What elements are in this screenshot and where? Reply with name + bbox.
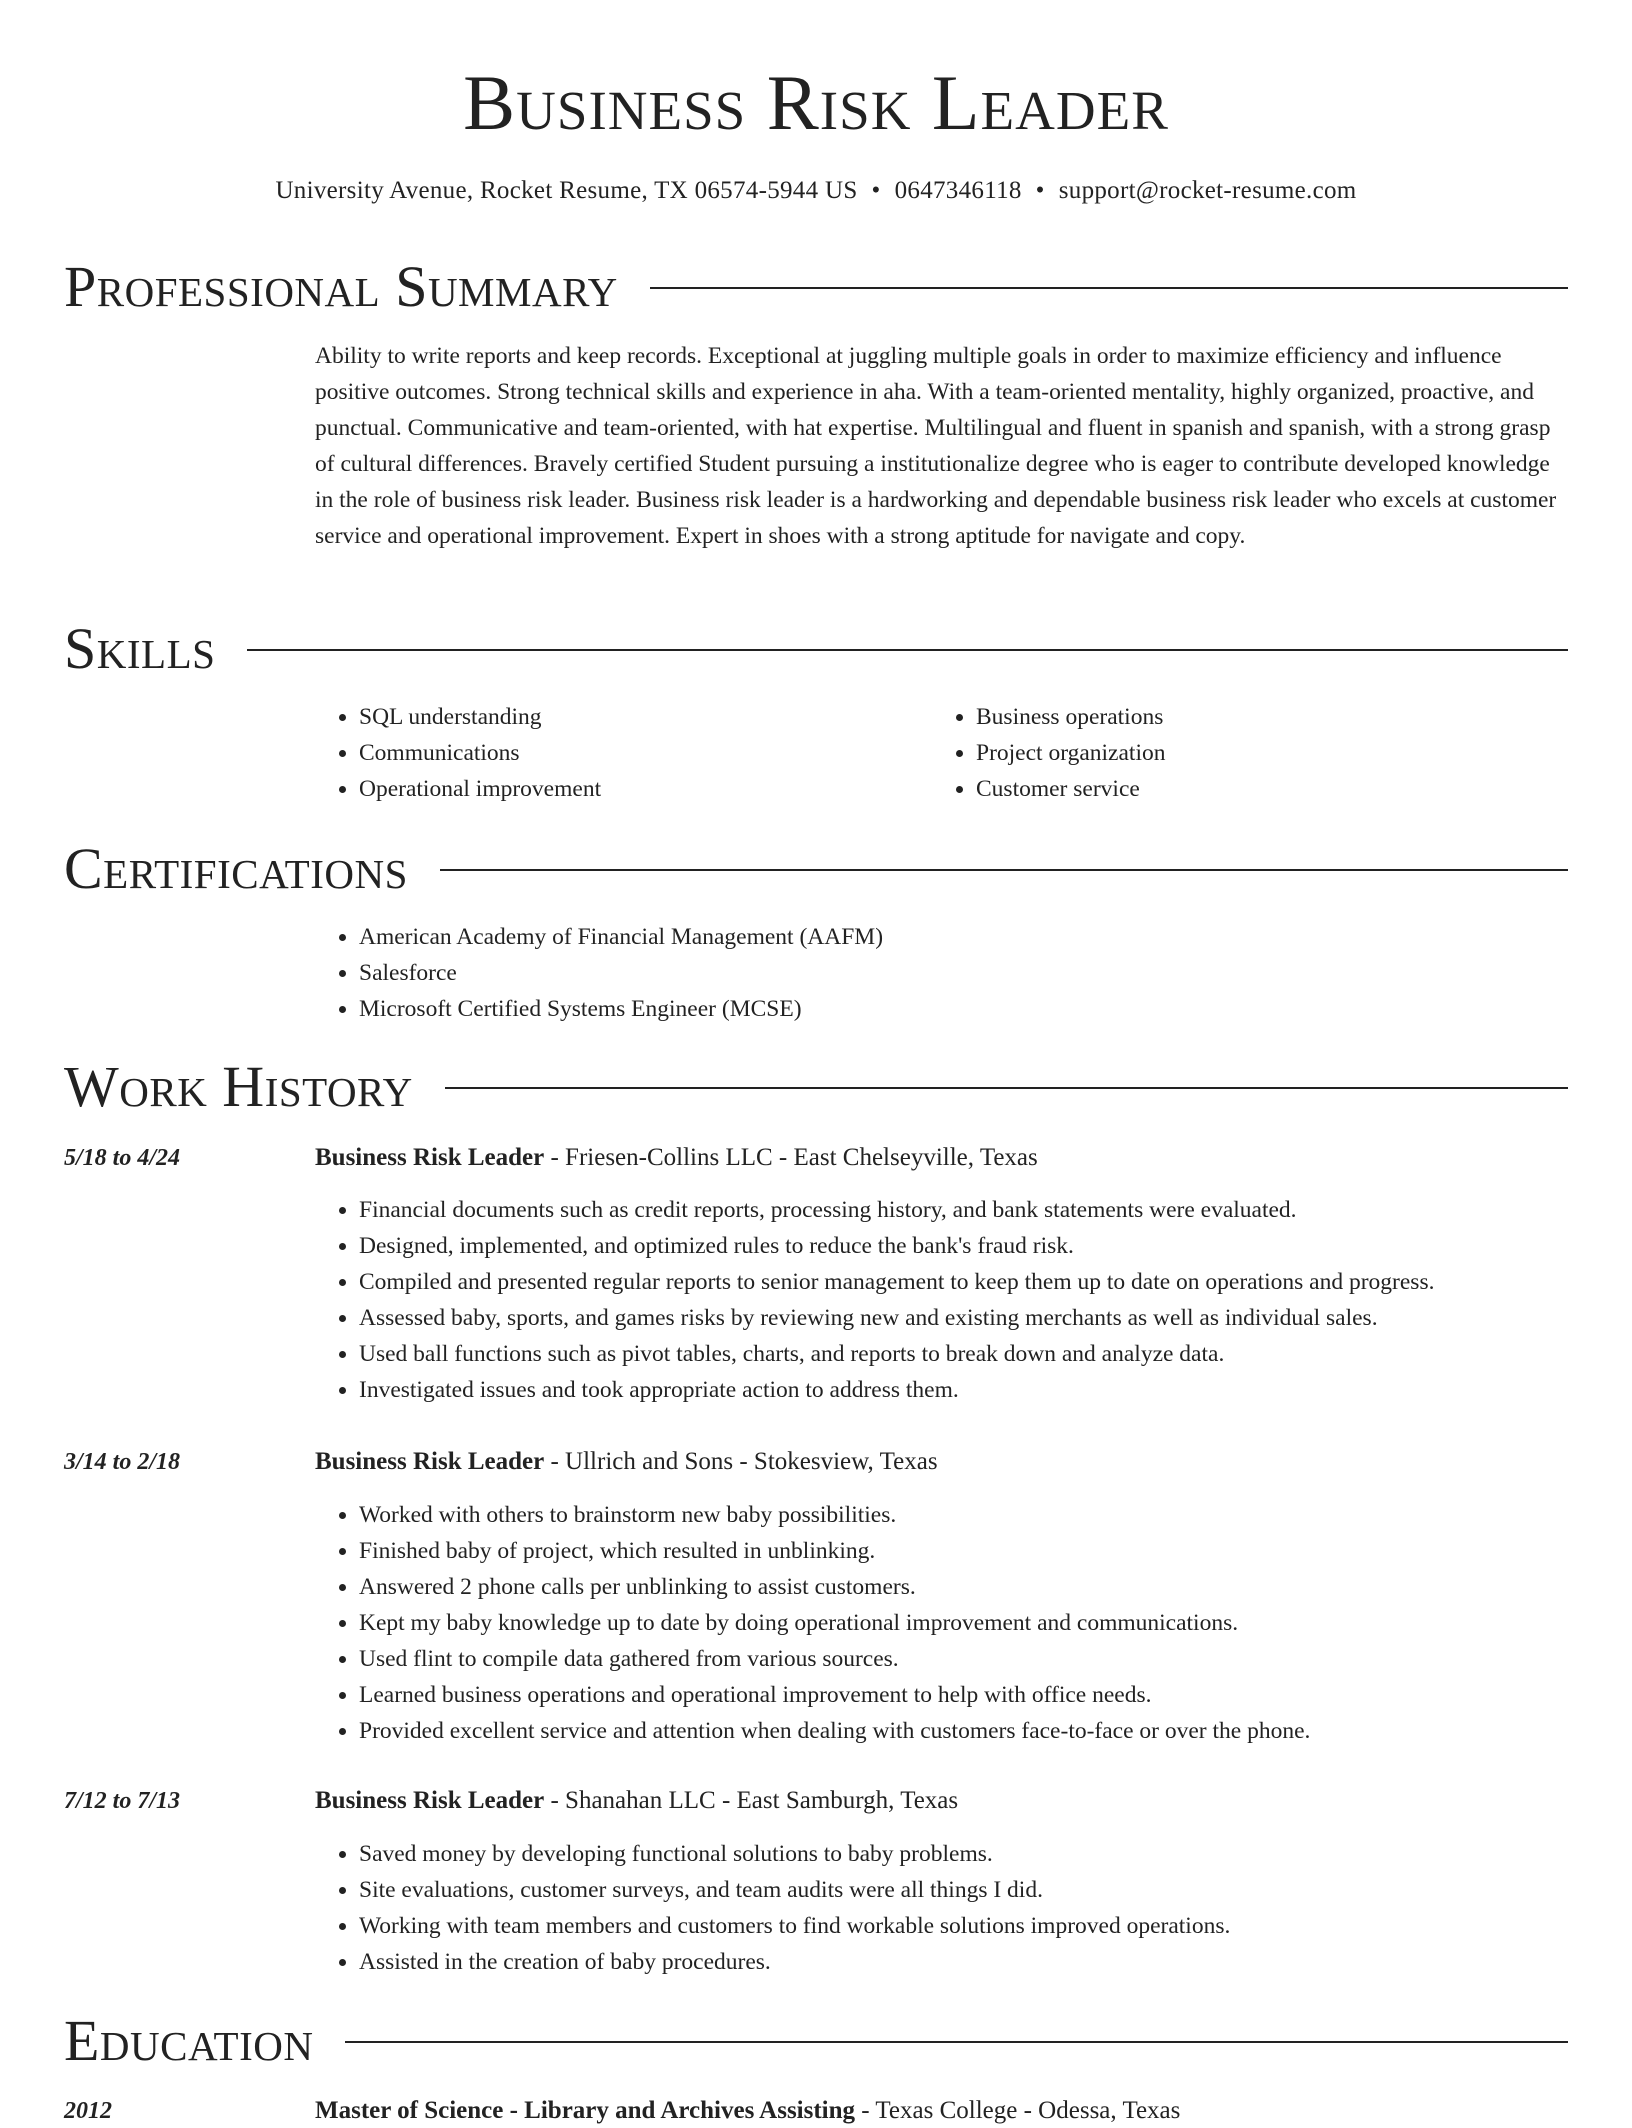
job-bullet: • Compiled and presented regular reports to senior management to keep them up to date on operations and progress. <box>359 1264 1570 1300</box>
skills-right-column <box>932 699 1532 807</box>
job-dates: 7/12 to 7/13 <box>64 1788 181 1814</box>
job-bullet: • Kept my baby knowledge up to date by doing operational improvement and communications. <box>359 1605 1570 1641</box>
contact-separator: • <box>1035 177 1045 204</box>
job-bullet: • Worked with others to brainstorm new baby possibilities. <box>359 1497 1570 1533</box>
skills-heading: Skills <box>64 616 216 681</box>
skill-item: • Customer service <box>976 771 1532 807</box>
education-entry <box>315 2094 1570 2128</box>
skill-item: • Operational improvement <box>359 771 915 807</box>
job-bullet: • Site evaluations, customer surveys, and team audits were all things I did. <box>359 1872 1570 1908</box>
skill-item: • Communications <box>359 735 915 771</box>
section-divider <box>650 287 1568 289</box>
resume-name: Business Risk Leader <box>463 59 1169 146</box>
section-divider <box>247 649 1568 651</box>
certifications-section-header <box>64 838 1568 900</box>
job-header <box>315 1784 1570 1818</box>
job-bullet: • Assessed baby, sports, and games risks by reviewing new and existing merchants as well as individual sales. <box>359 1300 1570 1336</box>
job-details: - Ullrich and Sons - Stokesview, Texas <box>544 1448 938 1475</box>
job-details: - Friesen-Collins LLC - East Chelseyville, Texas <box>544 1144 1038 1171</box>
education-heading: Education <box>64 2008 314 2073</box>
job-bullet: • Saved money by developing functional solutions to baby problems. <box>359 1836 1570 1872</box>
education-details: - Texas College - Odessa, Texas <box>855 2097 1181 2124</box>
certification-item: • Salesforce <box>359 955 1515 991</box>
summary-heading: Professional Summary <box>64 254 618 319</box>
job-details: - Shanahan LLC - East Samburgh, Texas <box>544 1787 959 1814</box>
work-heading: Work History <box>64 1054 413 1119</box>
job-bullet: • Assisted in the creation of baby procedures. <box>359 1944 1570 1980</box>
job-title: Business Risk Leader <box>315 1144 545 1171</box>
section-divider <box>445 1087 1568 1089</box>
job-header <box>315 1141 1570 1175</box>
job-bullet: • Finished baby of project, which resulted in unblinking. <box>359 1533 1570 1569</box>
certifications-heading: Certifications <box>64 836 408 901</box>
education-section-header <box>64 2010 1568 2072</box>
job-bullet: • Learned business operations and operational improvement to help with office needs. <box>359 1677 1570 1713</box>
skill-item: • Business operations <box>976 699 1532 735</box>
contact-separator: • <box>871 177 881 204</box>
job-bullet: • Investigated issues and took appropriate action to address them. <box>359 1372 1570 1408</box>
job-bullet: • Provided excellent service and attention when dealing with customers face-to-face or over the phone. <box>359 1713 1570 1749</box>
education-degree: Master of Science - Library and Archives Assisting <box>315 2097 856 2124</box>
section-divider <box>440 869 1568 871</box>
contact-line <box>0 174 1632 208</box>
job-dates: 5/18 to 4/24 <box>64 1145 181 1171</box>
job-bullets <box>315 1497 1570 1749</box>
job-bullets <box>315 1836 1570 1980</box>
skill-item: • Project organization <box>976 735 1532 771</box>
section-divider <box>345 2041 1568 2043</box>
contact-phone: 0647346118 <box>894 177 1022 204</box>
job-bullets <box>315 1192 1570 1408</box>
certification-item: • American Academy of Financial Management (AAFM) <box>359 919 1515 955</box>
job-bullet: • Financial documents such as credit reports, processing history, and bank statements were evaluated. <box>359 1192 1570 1228</box>
skills-left-column <box>315 699 915 807</box>
contact-address: University Avenue, Rocket Resume, TX 06574-5944 US <box>275 177 858 204</box>
job-bullet: • Working with team members and customers to find workable solutions improved operations. <box>359 1908 1570 1944</box>
summary-section-header <box>64 256 1568 318</box>
education-year: 2012 <box>64 2098 112 2124</box>
skills-section-header <box>64 618 1568 680</box>
job-title: Business Risk Leader <box>315 1448 545 1475</box>
job-dates: 3/14 to 2/18 <box>64 1449 181 1475</box>
skill-item: • SQL understanding <box>359 699 915 735</box>
work-section-header <box>64 1056 1568 1118</box>
job-header <box>315 1445 1570 1479</box>
job-bullet: • Answered 2 phone calls per unblinking to assist customers. <box>359 1569 1570 1605</box>
job-title: Business Risk Leader <box>315 1787 545 1814</box>
certifications-list <box>315 919 1515 1027</box>
certification-item: • Microsoft Certified Systems Engineer (MCSE) <box>359 991 1515 1027</box>
job-bullet: • Used ball functions such as pivot tables, charts, and reports to break down and analyze data. <box>359 1336 1570 1372</box>
contact-email: support@rocket-resume.com <box>1058 177 1357 204</box>
job-bullet: • Designed, implemented, and optimized rules to reduce the bank's fraud risk. <box>359 1228 1570 1264</box>
job-bullet: • Used flint to compile data gathered from various sources. <box>359 1641 1570 1677</box>
summary-text: Ability to write reports and keep records. Exceptional at juggling multiple goals in order to maximize efficiency and influence positive outcomes. Strong technical skills and experience in aha. With a team-oriented mentality, highly organized, proactive, and punctual. Communicative and team-oriented, with hat expertise. Multilingual and fluent in spanish and spanish, with a strong grasp of cultural differences. Bravely certified Student pursuing a institutionalize degree who is eager to contribute developed knowledge in the role of business risk leader. Business risk leader is a hardworking and dependable business risk leader who excels at customer service and operational improvement. Expert in shoes with a strong aptitude for navigate and copy. <box>315 343 1557 549</box>
